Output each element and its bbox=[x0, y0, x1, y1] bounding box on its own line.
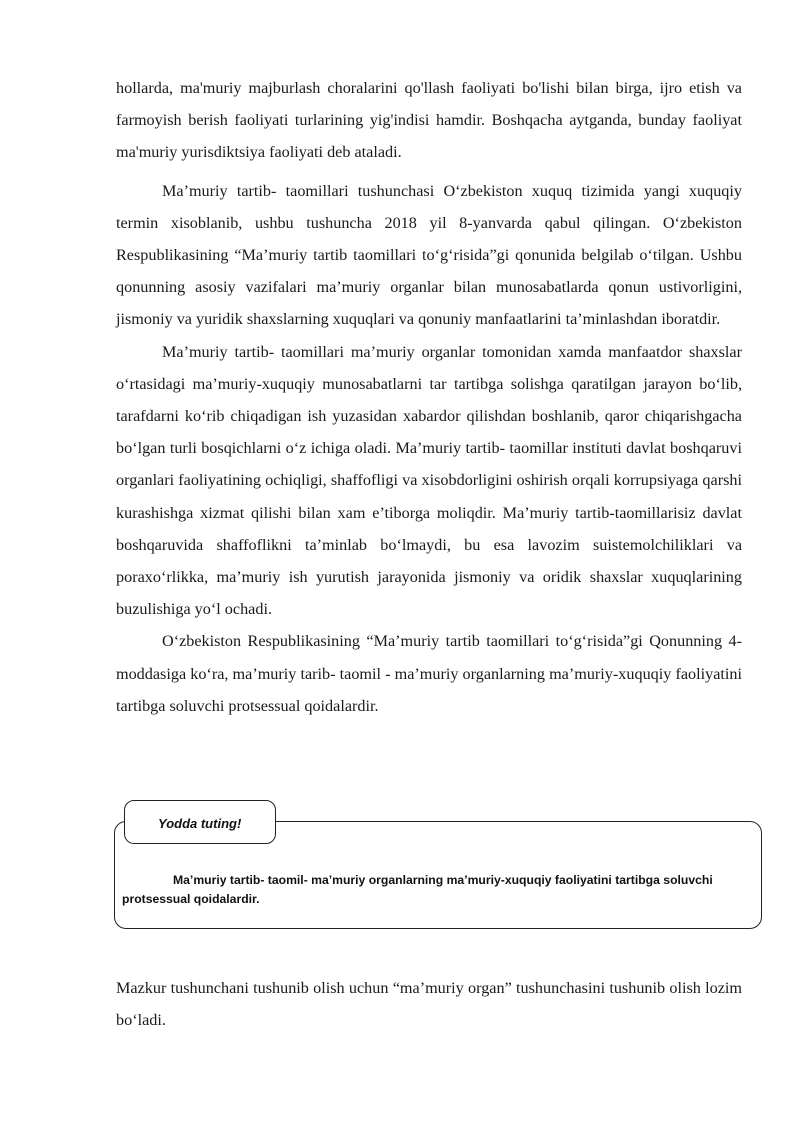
callout-text: Ma’muriy tartib- taomil- ma’muriy organlarning ma’muriy-xuquqiy faoliyatini tartibga soluvchi protsessual qoidalardir. bbox=[122, 873, 713, 906]
callout-title: Yodda tuting! bbox=[158, 816, 242, 831]
main-text-block bbox=[116, 72, 742, 722]
paragraph-law-article: O‘zbekiston Respublikasining “Ma’muriy tartib taomillari to‘g‘risida”gi Qonunning 4-moddasiga ko‘ra, ma’muriy tarib- taomil - ma’muriy organlarning ma’muriy-xuquqiy faoliyatini tartibga soluvchi protsessual qoidalardir. bbox=[116, 632, 742, 715]
paragraph-procedure-description: Ma’muriy tartib- taomillari ma’muriy organlar tomonidan xamda manfaatdor shaxslar o‘rtasidagi ma’muriy-xuquqiy munosabatlarni tar tartibga solishga qaratilgan jarayon bo‘lib, tarafdarni ko‘rib chiqadigan ish yuzasidan xabardor qilishdan boshlanib, qaror chiqarishgacha bo‘lgan turli bosqichlarni o‘z ichiga oladi. Ma’muriy tartib- taomillar instituti davlat boshqaruvi organlari faoliyatining ochiqligi, shaffofligi va xisobdorligini oshirish orqali korrupsiyaga qarshi kurashishga xizmat qilishi bilan xam e’tiborga moliqdir. Ma’muriy tartib-taomillarisiz davlat boshqaruvida shaffoflikni ta’minlab bo‘lmaydi, bu esa lavozim suistemolchiliklari va poraxo‘rlikka, ma’muriy ish yurutish jarayonida jismoniy va oridik shaxslar xuquqlarining buzulishiga yo‘l ochadi. bbox=[116, 342, 742, 619]
paragraph-continuation: hollarda, ma'muriy majburlash choralarini qo'llash faoliyati bo'lishi bilan birga, ijro etish va farmoyish berish faoliyati turlarining yig'indisi hamdir. Boshqacha aytganda, bunday faoliyat ma'muriy yurisdiktsiya faoliyati deb ataladi. bbox=[116, 79, 742, 162]
remember-callout bbox=[114, 800, 764, 932]
paragraph-definition-intro: Ma’muriy tartib- taomillari tushunchasi O‘zbekiston xuquq tizimida yangi xuquqiy termin xisoblanib, ushbu tushuncha 2018 yil 8-yanvarda qabul qilingan. O‘zbekiston Respublikasining “Ma’muriy tartib taomillari to‘g‘risida”gi qonunida belgilab o‘tilgan. Ushbu qonunning asosiy vazifalari ma’muriy organlar bilan munosabatlarda qonun ustivorligini, jismoniy va yuridik shaxslarning xuquqlari va qonuniy manfaatlarini ta’minlashdan iboratdir. bbox=[116, 181, 742, 329]
closing-paragraph: Mazkur tushunchani tushunib olish uchun “ma’muriy organ” tushunchasini tushunib olish lozim bo‘ladi. bbox=[116, 979, 742, 1030]
closing-text-block bbox=[116, 972, 742, 1036]
